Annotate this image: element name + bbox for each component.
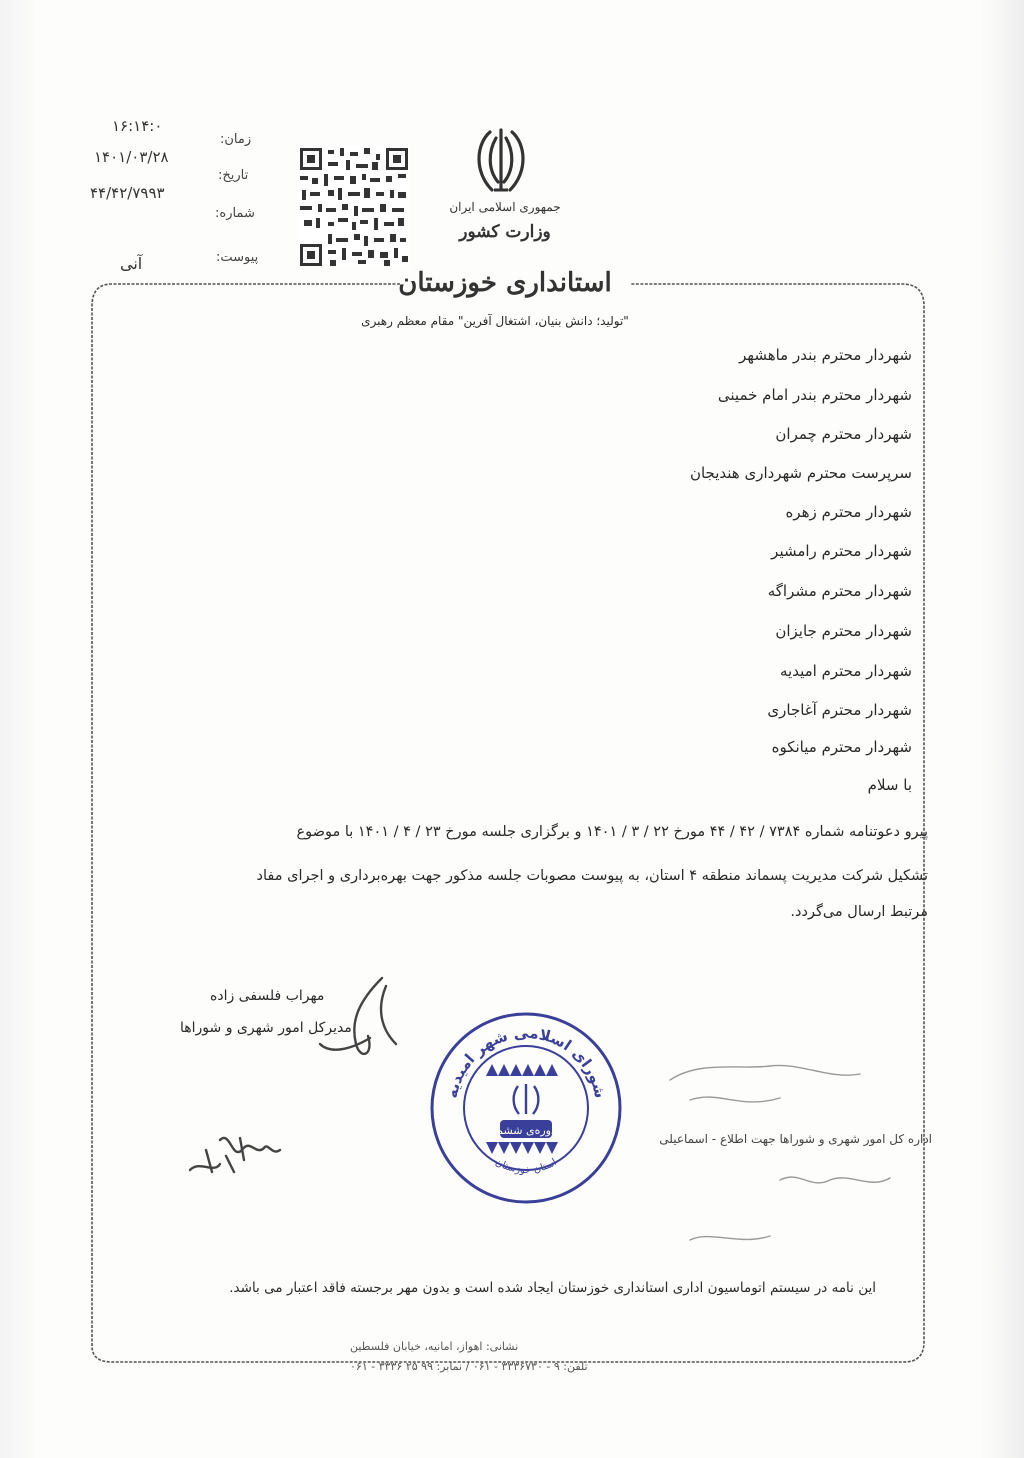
date-label: تاریخ: (218, 168, 249, 183)
number-label: شماره: (215, 206, 255, 221)
city-council-stamp (428, 1010, 624, 1206)
recipient-1: شهردار محترم بندر ماهشهر (739, 346, 912, 364)
recipient-5: شهردار محترم زهره (785, 503, 912, 521)
recipient-8: شهردار محترم جایزان (775, 622, 912, 640)
stamp-outer-text: شورای اسلامی شهر امیدیه (442, 1023, 610, 1100)
svg-text:استان خوزستان (493, 1157, 558, 1176)
date-value: ۱۴۰۱/۰۳/۲۸ (94, 148, 169, 166)
priority-value: آنی (120, 254, 143, 273)
recipient-4: سرپرست محترم شهرداری هندیجان (689, 464, 912, 482)
body-line-3: مرتبط ارسال می‌گردد. (790, 904, 928, 920)
letter-number: ۴۴/۴۲/۷۹۹۳ (90, 184, 165, 202)
office-title: استانداری خوزستان (398, 268, 612, 298)
body-line-1: پیرو دعوتنامه شماره ۷۳۸۴ / ۴۲ / ۴۴ مورخ ۲۲ / ۳ / ۱۴۰۱ و برگزاری جلسه مورخ ۲۳ / ۴ / ۱۴۰۱ با موضوع (296, 824, 928, 840)
signature-mark (160, 960, 420, 1200)
signatory-title: مدیرکل امور شهری و شوراها (180, 1020, 352, 1036)
emblem-republic-text: جمهوری اسلامی ایران (449, 200, 561, 214)
time-label: زمان: (220, 132, 252, 147)
motto-line: "تولید؛ دانش بنیان، اشتغال آفرین" مقام معظم رهبری (361, 314, 629, 328)
time-value: ۱۶:۱۴:۰ (112, 117, 163, 135)
recipient-6: شهردار محترم رامشیر (771, 542, 912, 560)
signatory-name: مهراب فلسفی زاده (210, 988, 325, 1004)
attachment-label: پیوست: (216, 250, 259, 265)
emblem-ministry-text: وزارت کشور (459, 222, 551, 242)
qr-code (298, 146, 410, 268)
stamp-emblem-icon (514, 1084, 539, 1114)
footer-validity-notice: این نامه در سیستم اتوماسیون اداری استانداری خوزستان ایجاد شده است و بدون مهر برجسته فاقد اعتبار می باشد. (229, 1280, 876, 1296)
phone-fax-line: تلفن: ۹ - ۳۳۳۶۷۳۰ - ۰۶۱ / نمابر: ۹۹ ۲۵ ۳۳۳۶ - ۰۶۱ (350, 1360, 588, 1373)
recipient-7: شهردار محترم مشراگه (767, 582, 912, 600)
recipient-9: شهردار محترم امیدیه (779, 662, 912, 680)
recipient-11: شهردار محترم میانکوه (771, 738, 912, 756)
recipient-2: شهردار محترم بندر امام خمینی (717, 386, 912, 404)
handwritten-referral-note: اداره کل امور شهری و شوراها جهت اطلاع - اسماعیلی (659, 1132, 932, 1146)
address-line: نشانی: اهواز، امانیه، خیابان فلسطین (350, 1340, 519, 1353)
stamp-inner-text: دوره‌ی ششم (496, 1124, 556, 1137)
greeting: با سلام (867, 776, 912, 794)
handwritten-scribbles (630, 1040, 930, 1270)
body-line-2: تشکیل شرکت مدیریت پسماند منطقه ۴ استان، به پیوست مصوبات جلسه مذکور جهت بهره‌برداری و اجرای مفاد (256, 868, 928, 884)
stamp-bottom-text: استان خوزستان (493, 1156, 559, 1176)
iran-emblem-icon (466, 124, 536, 200)
recipient-3: شهردار محترم چمران (775, 425, 912, 443)
recipient-10: شهردار محترم آغاجاری (767, 701, 912, 719)
